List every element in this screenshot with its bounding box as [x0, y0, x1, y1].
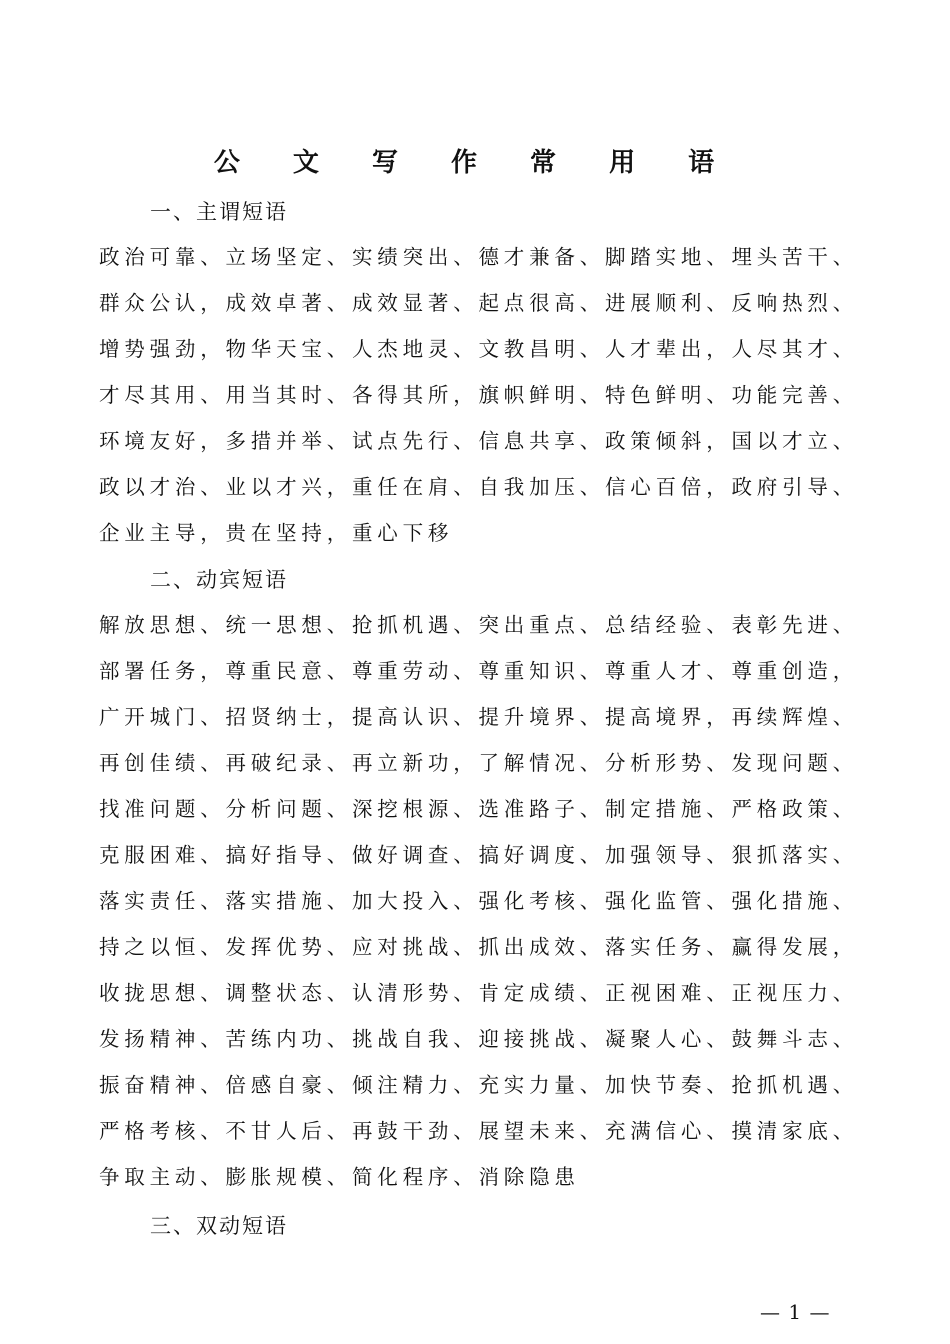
section-heading-3: 三、双动短语 — [150, 1214, 288, 1238]
section-1-line: 群众公认，成效卓著、成效显著、起点很高、进展顺利、反响热烈、 — [99, 291, 858, 315]
section-2-line: 广开城门、招贤纳士，提高认识、提升境界、提高境界，再续辉煌、 — [99, 705, 858, 729]
section-2-line: 争取主动、膨胀规模、简化程序、消除隐患 — [99, 1165, 580, 1189]
section-heading-1: 一、主谓短语 — [150, 200, 288, 224]
section-heading-2: 二、动宾短语 — [150, 568, 288, 592]
section-2-line: 部署任务，尊重民意、尊重劳动、尊重知识、尊重人才、尊重创造， — [99, 659, 858, 683]
section-2-line: 严格考核、不甘人后、再鼓干劲、展望未来、充满信心、摸清家底、 — [99, 1119, 858, 1143]
page-number: — 1 — — [760, 1300, 831, 1324]
section-2-line: 落实责任、落实措施、加大投入、强化考核、强化监管、强化措施、 — [99, 889, 858, 913]
section-2-line: 持之以恒、发挥优势、应对挑战、抓出成效、落实任务、赢得发展， — [99, 935, 858, 959]
section-2-line: 振奋精神、倍感自豪、倾注精力、充实力量、加快节奏、抢抓机遇、 — [99, 1073, 858, 1097]
section-2-line: 解放思想、统一思想、抢抓机遇、突出重点、总结经验、表彰先进、 — [99, 613, 858, 637]
section-1-line: 政以才治、业以才兴，重任在肩、自我加压、信心百倍，政府引导、 — [99, 475, 858, 499]
document-title: 公 文 写 作 常 用 语 — [213, 148, 737, 178]
section-1-line: 环境友好，多措并举、试点先行、信息共享、政策倾斜，国以才立、 — [99, 429, 858, 453]
section-2-line: 收拢思想、调整状态、认清形势、肯定成绩、正视困难、正视压力、 — [99, 981, 858, 1005]
section-1-line: 才尽其用、用当其时、各得其所，旗帜鲜明、特色鲜明、功能完善、 — [99, 383, 858, 407]
section-2-line: 克服困难、搞好指导、做好调查、搞好调度、加强领导、狠抓落实、 — [99, 843, 858, 867]
section-1-line: 增势强劲，物华天宝、人杰地灵、文教昌明、人才辈出，人尽其才、 — [99, 337, 858, 361]
section-2-line: 发扬精神、苦练内功、挑战自我、迎接挑战、凝聚人心、鼓舞斗志、 — [99, 1027, 858, 1051]
section-1-line: 政治可靠、立场坚定、实绩突出、德才兼备、脚踏实地、埋头苦干、 — [99, 245, 858, 269]
section-2-line: 再创佳绩、再破纪录、再立新功，了解情况、分析形势、发现问题、 — [99, 751, 858, 775]
section-2-line: 找准问题、分析问题、深挖根源、选准路子、制定措施、严格政策、 — [99, 797, 858, 821]
section-1-line: 企业主导，贵在坚持，重心下移 — [99, 521, 454, 545]
